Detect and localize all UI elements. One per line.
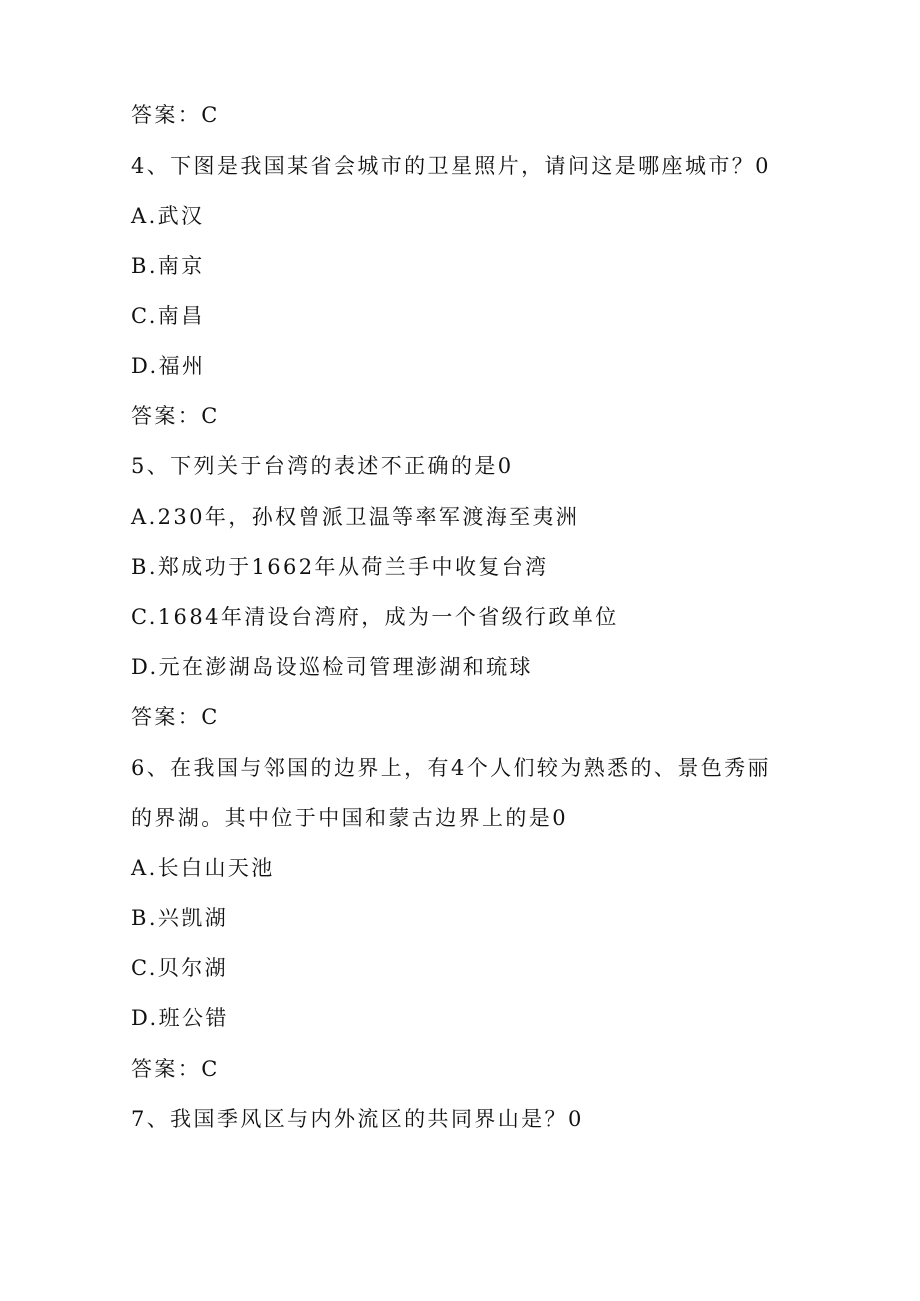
question-4-option-b: B.南京	[131, 254, 205, 278]
question-6-line-1: 6、在我国与邻国的边界上，有4个人们较为熟悉的、景色秀丽	[131, 756, 771, 780]
question-7: 7、我国季风区与内外流区的共同界山是？0	[131, 1107, 584, 1131]
question-5-option-b: B.郑成功于1662年从荷兰手中收复台湾	[131, 555, 549, 579]
question-6-line-2: 的界湖。其中位于中国和蒙古边界上的是0	[131, 806, 568, 830]
answer-3: 答案：C	[131, 103, 220, 127]
question-4-option-d: D.福州	[131, 354, 206, 378]
question-4-option-c: C.南昌	[131, 304, 205, 328]
question-6-option-a: A.长白山天池	[131, 856, 275, 880]
question-4-option-a: A.武汉	[131, 204, 205, 228]
question-5: 5、下列关于台湾的表述不正确的是0	[131, 454, 514, 478]
question-5-option-a: A.230年，孙权曾派卫温等率军渡海至夷洲	[131, 505, 580, 529]
question-6-option-c: C.贝尔湖	[131, 956, 228, 980]
answer-5: 答案：C	[131, 705, 220, 729]
question-6-option-b: B.兴凯湖	[131, 906, 229, 930]
question-5-option-c: C.1684年清设台湾府，成为一个省级行政单位	[131, 605, 619, 629]
answer-4: 答案：C	[131, 404, 220, 428]
question-6-option-d: D.班公错	[131, 1006, 229, 1030]
question-4: 4、下图是我国某省会城市的卫星照片，请问这是哪座城市？0	[131, 154, 771, 178]
answer-6: 答案：C	[131, 1057, 220, 1081]
question-5-option-d: D.元在澎湖岛设巡检司管理澎湖和琉球	[131, 655, 533, 679]
